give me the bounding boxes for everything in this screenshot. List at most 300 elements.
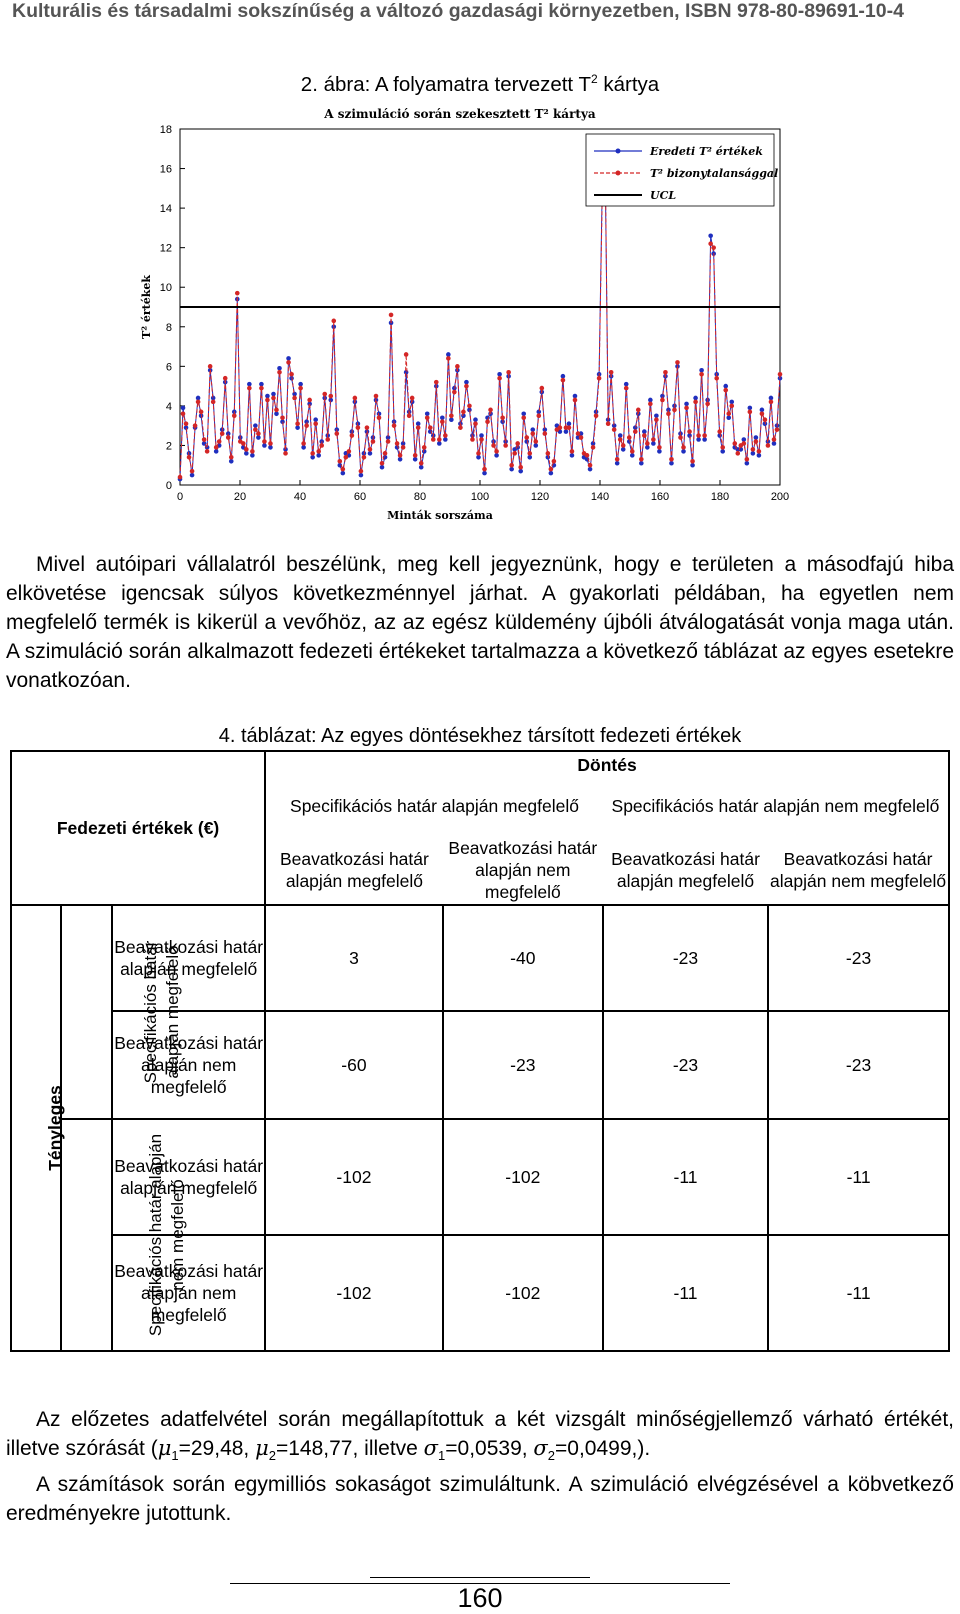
data-point xyxy=(241,441,246,446)
data-point xyxy=(524,439,529,444)
data-point xyxy=(627,435,632,440)
spec-ok-header: Specifikációs határ alapján megfelelő xyxy=(265,777,603,835)
data-point xyxy=(585,453,590,458)
data-point xyxy=(630,453,635,458)
data-point xyxy=(618,433,623,438)
data-point xyxy=(711,245,716,250)
data-point xyxy=(561,374,566,379)
table-cell: -23 xyxy=(603,1011,768,1119)
data-point xyxy=(543,431,548,436)
data-point xyxy=(392,423,397,428)
data-point xyxy=(524,435,529,440)
data-point xyxy=(389,313,394,318)
data-point xyxy=(356,425,361,430)
data-point xyxy=(368,451,373,456)
data-point xyxy=(729,400,734,405)
data-point xyxy=(639,461,644,466)
data-point xyxy=(533,443,538,448)
data-point xyxy=(675,360,680,365)
data-point xyxy=(769,396,774,401)
data-point xyxy=(763,417,768,422)
row-header: Beavatkozási határ alapján nem megfelelő xyxy=(112,1011,265,1119)
col-header: Beavatkozási határ alapján megfelelő xyxy=(265,835,443,905)
data-point xyxy=(760,412,765,417)
data-point xyxy=(286,360,291,365)
table-cell: -102 xyxy=(265,1119,443,1235)
data-point xyxy=(280,415,285,420)
data-point xyxy=(570,453,575,458)
data-point xyxy=(440,419,445,424)
data-point xyxy=(283,451,288,456)
data-point xyxy=(455,364,460,369)
data-point xyxy=(506,370,511,375)
data-point xyxy=(229,459,234,464)
data-point xyxy=(425,415,430,420)
data-point xyxy=(407,413,412,418)
data-point xyxy=(690,463,695,468)
data-point xyxy=(256,431,261,436)
data-point xyxy=(253,423,258,428)
data-point xyxy=(428,425,433,430)
table-cell: -23 xyxy=(768,1011,949,1119)
data-point xyxy=(259,382,264,387)
data-point xyxy=(527,455,532,460)
data-point xyxy=(398,453,403,458)
data-point xyxy=(334,431,339,436)
figure-caption: 2. ábra: A folyamatra tervezett $T^2$ kártya xyxy=(300,72,660,96)
x-tick-label: 120 xyxy=(530,491,550,503)
data-point xyxy=(518,465,523,470)
data-point xyxy=(624,386,629,391)
table-corner: Fedezeti értékek (€) xyxy=(11,751,265,905)
data-point xyxy=(687,433,692,438)
data-point xyxy=(250,453,255,458)
data-point xyxy=(766,443,771,448)
data-point xyxy=(729,404,734,409)
data-point xyxy=(473,421,478,426)
table-cell: -102 xyxy=(443,1235,603,1351)
x-tick-label: 100 xyxy=(470,491,490,503)
data-point xyxy=(609,370,614,375)
data-point xyxy=(431,437,436,442)
data-point xyxy=(464,384,469,389)
data-point xyxy=(362,455,367,460)
data-point xyxy=(726,415,731,420)
data-point xyxy=(307,398,312,403)
data-point xyxy=(196,400,201,405)
data-point xyxy=(708,241,713,246)
data-point xyxy=(751,447,756,452)
data-point xyxy=(473,417,478,422)
data-point xyxy=(494,449,499,454)
data-point xyxy=(187,455,192,460)
data-point xyxy=(374,394,379,399)
data-point xyxy=(395,445,400,450)
data-point xyxy=(371,439,376,444)
data-point xyxy=(262,439,267,444)
data-point xyxy=(732,441,737,446)
data-point xyxy=(410,396,415,401)
data-point xyxy=(319,443,324,448)
data-point xyxy=(485,415,490,420)
data-point xyxy=(365,425,370,430)
data-point xyxy=(564,429,569,434)
row-header: Beavatkozási határ alapján megfelelő xyxy=(112,905,265,1011)
data-point xyxy=(485,419,490,424)
data-point xyxy=(413,457,418,462)
data-point xyxy=(232,413,237,418)
data-point xyxy=(214,449,219,454)
data-point xyxy=(446,352,451,357)
data-point xyxy=(669,457,674,462)
data-point xyxy=(642,429,647,434)
data-point xyxy=(769,400,774,405)
data-point xyxy=(696,437,701,442)
data-point xyxy=(745,461,750,466)
data-point xyxy=(588,463,593,468)
data-point xyxy=(549,471,554,476)
data-point xyxy=(449,417,454,422)
table-cell: -11 xyxy=(603,1119,768,1235)
data-point xyxy=(754,435,759,440)
data-point xyxy=(488,408,493,413)
data-point xyxy=(621,447,626,452)
data-point xyxy=(449,413,454,418)
data-point xyxy=(268,441,273,446)
data-point xyxy=(681,449,686,454)
data-point xyxy=(353,396,358,401)
data-point xyxy=(606,421,611,426)
t2-control-chart xyxy=(130,104,810,524)
data-point xyxy=(509,463,514,468)
data-point xyxy=(702,433,707,438)
data-point xyxy=(259,386,264,391)
x-tick-label: 60 xyxy=(353,491,367,503)
data-point xyxy=(446,356,451,361)
chart-title: A szimuláció során szekesztett T² kártya xyxy=(324,107,596,121)
data-point xyxy=(527,451,532,456)
data-point xyxy=(723,388,728,393)
data-point xyxy=(298,382,303,387)
data-point xyxy=(497,372,502,377)
y-tick-label: 12 xyxy=(159,242,172,255)
data-point xyxy=(476,451,481,456)
x-axis-label: Minták sorszáma xyxy=(387,509,493,522)
data-point xyxy=(482,471,487,476)
data-point xyxy=(642,433,647,438)
data-point xyxy=(425,412,430,417)
y-tick-label: 8 xyxy=(165,321,172,334)
data-point xyxy=(521,415,526,420)
data-point xyxy=(265,394,270,399)
table-cell: -23 xyxy=(443,1011,603,1119)
data-point xyxy=(422,445,427,450)
data-point xyxy=(467,404,472,409)
data-point xyxy=(286,356,291,361)
data-point xyxy=(229,455,234,460)
data-point xyxy=(419,461,424,466)
x-tick-label: 180 xyxy=(710,491,730,503)
data-point xyxy=(663,370,668,375)
data-point xyxy=(615,461,620,466)
data-point xyxy=(621,443,626,448)
data-point xyxy=(313,417,318,422)
data-point xyxy=(470,437,475,442)
data-point xyxy=(434,380,439,385)
data-point xyxy=(748,410,753,415)
data-point xyxy=(579,435,584,440)
data-point xyxy=(699,368,704,373)
legend-marker xyxy=(616,149,621,154)
decision-value-table xyxy=(10,750,950,1352)
data-point xyxy=(705,402,710,407)
data-point xyxy=(274,412,279,417)
data-point xyxy=(651,437,656,442)
data-point xyxy=(742,437,747,442)
data-point xyxy=(684,402,689,407)
data-point xyxy=(416,425,421,430)
data-point xyxy=(443,433,448,438)
data-point xyxy=(181,406,186,411)
y-tick-label: 2 xyxy=(165,440,172,453)
data-point xyxy=(220,431,225,436)
data-point xyxy=(518,469,523,474)
data-point xyxy=(573,394,578,399)
legend-label: UCL xyxy=(650,189,677,202)
table-cell: -11 xyxy=(603,1235,768,1351)
data-point xyxy=(328,394,333,399)
data-point xyxy=(404,352,409,357)
data-point xyxy=(458,425,463,430)
col-header: Beavatkozási határ alapján megfelelő xyxy=(603,835,768,905)
data-point xyxy=(754,439,759,444)
data-point xyxy=(757,453,762,458)
data-point xyxy=(440,415,445,420)
data-point xyxy=(699,372,704,377)
legend-label: Eredeti T² értékek xyxy=(650,145,763,158)
data-point xyxy=(337,459,342,464)
data-point xyxy=(301,441,306,446)
x-tick-label: 0 xyxy=(176,491,184,503)
y-tick-label: 0 xyxy=(165,480,172,492)
data-point xyxy=(368,447,373,452)
data-point xyxy=(452,390,457,395)
data-point xyxy=(521,412,526,417)
data-point xyxy=(271,396,276,401)
data-point xyxy=(573,398,578,403)
data-point xyxy=(533,439,538,444)
row-header: Beavatkozási határ alapján nem megfelelő xyxy=(112,1235,265,1351)
data-point xyxy=(720,445,725,450)
data-point xyxy=(223,376,228,381)
data-point xyxy=(274,408,279,413)
data-point xyxy=(350,433,355,438)
data-point xyxy=(380,461,385,466)
data-point xyxy=(720,449,725,454)
table-cell: -11 xyxy=(768,1235,949,1351)
data-point xyxy=(347,449,352,454)
data-point xyxy=(404,370,409,375)
data-point xyxy=(419,465,424,470)
data-point xyxy=(265,398,270,403)
decision-header: Döntés xyxy=(265,751,949,777)
data-point xyxy=(717,429,722,434)
data-point xyxy=(208,364,213,369)
data-point xyxy=(540,386,545,391)
data-point xyxy=(295,421,300,426)
data-point xyxy=(723,384,728,389)
data-point xyxy=(247,386,252,391)
data-point xyxy=(476,455,481,460)
data-point xyxy=(494,453,499,458)
data-point xyxy=(256,435,261,440)
data-point xyxy=(437,437,442,442)
data-point xyxy=(684,406,689,411)
data-point xyxy=(657,449,662,454)
data-point xyxy=(401,445,406,450)
data-point xyxy=(645,441,650,446)
data-point xyxy=(558,425,563,430)
data-point xyxy=(639,457,644,462)
data-point xyxy=(570,449,575,454)
data-point xyxy=(657,445,662,450)
table-cell: -23 xyxy=(768,905,949,1011)
data-point xyxy=(772,441,777,446)
data-point xyxy=(235,291,240,296)
table-cell: -102 xyxy=(443,1119,603,1235)
data-point xyxy=(181,412,186,417)
data-point xyxy=(386,439,391,444)
data-point xyxy=(690,459,695,464)
col-header: Beavatkozási határ alapján nem megfelelő xyxy=(768,835,949,905)
data-point xyxy=(681,445,686,450)
data-point xyxy=(666,412,671,417)
data-point xyxy=(669,461,674,466)
data-point xyxy=(497,376,502,381)
data-point xyxy=(313,421,318,426)
table-cell: -60 xyxy=(265,1011,443,1119)
data-point xyxy=(500,415,505,420)
table-caption: 4. táblázat: Az egyes döntésekhez társított fedezeti értékek xyxy=(218,725,742,747)
data-point xyxy=(549,467,554,472)
data-point xyxy=(262,443,267,448)
data-point xyxy=(591,445,596,450)
table-cell: -23 xyxy=(603,905,768,1011)
data-point xyxy=(322,392,327,397)
data-point xyxy=(196,396,201,401)
data-point xyxy=(316,449,321,454)
table-cell: -102 xyxy=(265,1235,443,1351)
data-point xyxy=(292,396,297,401)
x-tick-label: 20 xyxy=(233,491,247,503)
y-tick-label: 6 xyxy=(165,361,172,374)
x-tick-label: 140 xyxy=(590,491,610,503)
data-point xyxy=(648,402,653,407)
spec-nok-header: Specifikációs határ alapján nem megfelelő xyxy=(603,777,949,835)
x-tick-label: 200 xyxy=(770,491,790,503)
x-tick-label: 160 xyxy=(650,491,670,503)
data-point xyxy=(193,423,198,428)
data-point xyxy=(735,451,740,456)
data-point xyxy=(247,382,252,387)
actual-label: Tényleges xyxy=(11,905,61,1351)
data-point xyxy=(636,408,641,413)
data-point xyxy=(277,370,282,375)
data-point xyxy=(772,437,777,442)
data-point xyxy=(289,372,294,377)
data-point xyxy=(482,467,487,472)
table-cell: 3 xyxy=(265,905,443,1011)
data-point xyxy=(567,425,572,430)
data-point xyxy=(624,382,629,387)
table-cell: -11 xyxy=(768,1119,949,1235)
data-point xyxy=(479,433,484,438)
data-point xyxy=(178,475,183,480)
data-point xyxy=(298,386,303,391)
row-header: Beavatkozási határ alapján megfelelő xyxy=(112,1119,265,1235)
data-point xyxy=(536,413,541,418)
y-tick-label: 16 xyxy=(159,163,172,176)
data-point xyxy=(651,441,656,446)
data-point xyxy=(244,451,249,456)
y-tick-label: 14 xyxy=(159,203,172,216)
data-point xyxy=(310,455,315,460)
data-point xyxy=(214,445,219,450)
data-point xyxy=(377,415,382,420)
page-header: Kulturális és társadalmi sokszínűség a változó gazdasági környezetben, ISBN 978-80-89691-10-4 xyxy=(12,0,904,22)
data-point xyxy=(654,413,659,418)
data-point xyxy=(503,443,508,448)
row-group-nok: Specifikációs határ alapján nem megfelelő xyxy=(61,1119,113,1351)
data-point xyxy=(633,429,638,434)
data-point xyxy=(202,437,207,442)
data-point xyxy=(678,435,683,440)
data-point xyxy=(271,392,276,397)
data-point xyxy=(693,396,698,401)
x-tick-label: 40 xyxy=(293,491,307,503)
data-point xyxy=(359,469,364,474)
data-point xyxy=(726,412,731,417)
data-point xyxy=(696,433,701,438)
data-point xyxy=(702,437,707,442)
data-point xyxy=(331,319,336,324)
data-point xyxy=(654,417,659,422)
paragraph-1: Mivel autóipari vállalatról beszélünk, meg kell jegyeznünk, hogy e területen a másodfajú hiba elkövetése igencsak súlyos következménnyel járhat. A gyakorlati példában, ha egyetlen nem megfelelő termék is kikerül a vevőhöz, az az egész küldemény újbóli átválogatását vonja maga után. A szimuláció során alkalmazott fedezeti értékeket tartalmazza a következő táblázat az egyes esetekre vonatkozóan. xyxy=(6,553,954,692)
data-point xyxy=(618,437,623,442)
data-point xyxy=(714,376,719,381)
data-point xyxy=(464,380,469,385)
data-point xyxy=(751,451,756,456)
data-point xyxy=(561,378,566,383)
data-point xyxy=(491,443,496,448)
data-point xyxy=(461,410,466,415)
data-point xyxy=(530,431,535,436)
data-point xyxy=(316,453,321,458)
data-point xyxy=(645,445,650,450)
data-point xyxy=(546,451,551,456)
data-point xyxy=(253,427,258,432)
data-point xyxy=(660,398,665,403)
data-point xyxy=(615,457,620,462)
data-point xyxy=(552,459,557,464)
data-point xyxy=(395,441,400,446)
data-point xyxy=(576,431,581,436)
data-point xyxy=(612,427,617,432)
y-tick-label: 4 xyxy=(165,400,172,413)
data-point xyxy=(588,467,593,472)
data-point xyxy=(648,398,653,403)
paragraph-2: Az előzetes adatfelvétel során megállapítottuk a két vizsgált minőségjellemző várható értékét, illetve szórását ($\mu_1=29,48$, $\mu_2=148,77$, illetve $\sigma_1=0,0539$, $\sigma_2=0,0499$,). A számítások során egymilliós sokaságot szimuláltunk. A szimuláció elvégzésével a köbvetkező eredményekre jutottunk. xyxy=(6,1408,954,1526)
